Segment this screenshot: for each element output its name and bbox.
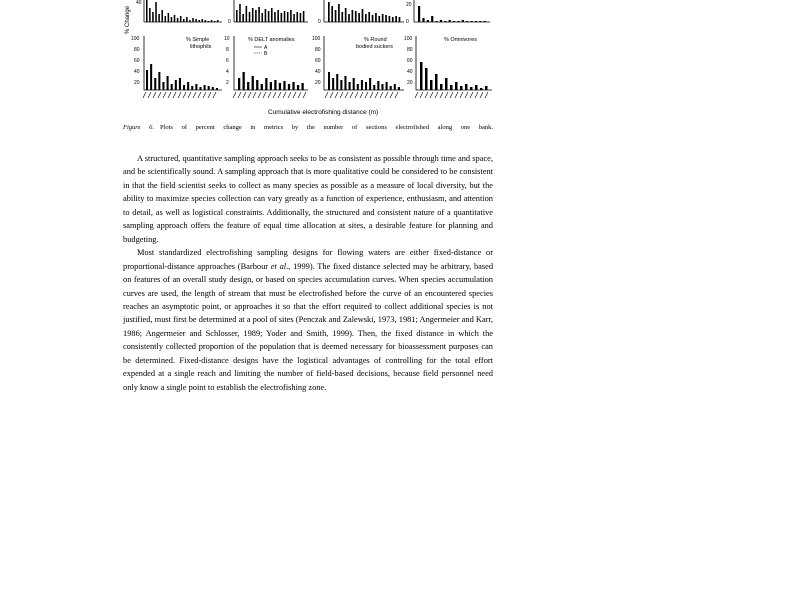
- x-tick-mark: [345, 92, 348, 98]
- bar: [246, 6, 248, 22]
- bar: [385, 15, 387, 22]
- bar: [214, 21, 216, 22]
- legend-label-a: A: [264, 45, 268, 51]
- bar: [394, 84, 396, 90]
- bar: [381, 84, 383, 90]
- bar: [331, 6, 333, 22]
- bar: [198, 20, 200, 22]
- bar: [258, 7, 260, 22]
- bar: [485, 86, 488, 90]
- bar: [189, 20, 191, 22]
- x-tick-mark: [440, 92, 443, 98]
- x-tick-mark: [163, 92, 166, 98]
- bar: [158, 14, 160, 22]
- x-tick-mark: [198, 92, 201, 98]
- bar: [398, 87, 400, 90]
- panel-label: lithophils: [190, 44, 212, 50]
- panel-label: % Round: [364, 37, 387, 43]
- bar: [216, 88, 218, 90]
- bar: [195, 84, 197, 90]
- bar: [292, 82, 294, 90]
- paragraph-2-part-a: Most standardized electrofishing sampling designs for flowing waters are either fixed-distance or proportional-distance approaches (Barbour: [123, 248, 493, 271]
- bar: [146, 0, 148, 22]
- bar: [377, 81, 379, 90]
- bar: [261, 84, 263, 90]
- bar: [348, 14, 350, 22]
- bar: [158, 72, 160, 90]
- x-tick-mark: [380, 92, 383, 98]
- bar: [430, 80, 433, 90]
- bar: [177, 18, 179, 22]
- bar: [175, 80, 177, 90]
- tick-label: 20: [407, 80, 413, 86]
- x-tick-mark: [188, 92, 191, 98]
- x-tick-mark: [153, 92, 156, 98]
- bar: [179, 78, 181, 90]
- bar: [453, 21, 455, 22]
- bar: [217, 20, 219, 22]
- bar: [180, 16, 182, 22]
- paragraph-1: A structured, quantitative sampling approach seeks to be as consistent as possible through time and space, and be scientifically sound. A sampling approach that is more qualitative could be considered to be consistent in that the field scientist seeks to collect as many species as possible as a measure of local diversity, but the ability to maximize species collection can vary greatly as a function of experience, enthusiasm, and attention to detail, as well as logistical constraints. Additionally, the structured and consistent nature of a quantitative sampling approach offers the feature of equal time allocation at sites, a desirable feature for planning and budgeting.: [123, 154, 493, 244]
- x-tick-mark: [298, 92, 301, 98]
- x-tick-mark: [330, 92, 333, 98]
- bar: [249, 12, 251, 22]
- bar: [293, 14, 295, 22]
- bar: [152, 12, 154, 22]
- bar: [167, 76, 169, 90]
- bar: [475, 85, 478, 90]
- bar: [186, 17, 188, 22]
- bar: [355, 11, 357, 22]
- bar: [187, 82, 189, 90]
- panel-simple-lithophils: [131, 36, 222, 90]
- bar: [212, 87, 214, 90]
- x-tick-mark: [465, 92, 468, 98]
- x-tick-mark: [335, 92, 338, 98]
- tick-label: 0: [318, 19, 321, 25]
- tick-label: 40: [407, 69, 413, 75]
- metric-change-figure: [118, 0, 498, 118]
- bar: [368, 12, 370, 22]
- x-tick-mark: [370, 92, 373, 98]
- bar: [183, 85, 185, 90]
- y-axis-label: % Change: [125, 5, 131, 34]
- bar: [382, 14, 384, 22]
- bar: [466, 21, 468, 22]
- bar: [155, 2, 157, 22]
- panel-label: % Simple: [186, 37, 210, 43]
- bar: [455, 82, 458, 90]
- x-tick-mark: [475, 92, 478, 98]
- x-tick-mark: [365, 92, 368, 98]
- x-tick-mark: [243, 92, 246, 98]
- tick-label: 60: [315, 58, 321, 64]
- x-tick-mark: [213, 92, 216, 98]
- tick-label: 80: [407, 47, 413, 53]
- bar: [284, 11, 286, 22]
- x-tick-mark: [455, 92, 458, 98]
- x-tick-mark: [355, 92, 358, 98]
- x-tick-mark: [470, 92, 473, 98]
- bar: [332, 78, 334, 90]
- bar: [349, 82, 351, 90]
- bar: [365, 14, 367, 22]
- bar: [252, 8, 254, 22]
- bar: [450, 85, 453, 90]
- bar: [465, 84, 468, 90]
- tick-label: 8: [226, 47, 229, 53]
- bar: [457, 21, 459, 22]
- bar: [296, 12, 298, 22]
- bar: [165, 16, 167, 22]
- bar: [288, 84, 290, 90]
- bar: [274, 80, 276, 90]
- x-tick-mark: [425, 92, 428, 98]
- bar: [392, 17, 394, 22]
- bar: [375, 13, 377, 22]
- body-text: [123, 152, 493, 394]
- tick-label: 40: [136, 0, 142, 6]
- bar: [353, 78, 355, 90]
- x-tick-mark: [293, 92, 296, 98]
- bars: [236, 4, 304, 22]
- figure-caption: [123, 124, 493, 131]
- tick-label: 2: [226, 80, 229, 86]
- x-tick-mark: [258, 92, 261, 98]
- bar: [449, 20, 451, 22]
- bar: [202, 19, 204, 22]
- bar: [239, 4, 241, 22]
- tick-label: 20: [406, 2, 412, 8]
- bar: [435, 74, 438, 90]
- tick-label: 0: [228, 19, 231, 25]
- x-tick-mark: [173, 92, 176, 98]
- bar: [261, 13, 263, 22]
- panel-label: % Omnivores: [444, 37, 478, 43]
- bar: [475, 21, 477, 22]
- tick-label: 40: [134, 69, 140, 75]
- x-tick-mark: [168, 92, 171, 98]
- bar: [195, 19, 197, 22]
- x-tick-mark: [158, 92, 161, 98]
- bar: [389, 16, 391, 22]
- bar: [255, 10, 257, 22]
- bar: [470, 87, 473, 90]
- bar: [300, 13, 302, 22]
- panel-label: % DELT anomalies: [248, 37, 295, 43]
- bar: [277, 10, 279, 22]
- x-tick-mark: [208, 92, 211, 98]
- tick-label: 6: [226, 58, 229, 64]
- bar: [440, 84, 443, 90]
- bar: [357, 84, 359, 90]
- x-tick-mark: [273, 92, 276, 98]
- tick-label: 60: [134, 58, 140, 64]
- bar: [340, 80, 342, 90]
- x-tick-mark: [288, 92, 291, 98]
- x-tick-mark: [178, 92, 181, 98]
- x-tick-mark: [420, 92, 423, 98]
- figure-caption-text: Plots of percent change in metrics by the number of sections electrofished along one bank.: [159, 124, 494, 131]
- bar: [174, 15, 176, 22]
- bar: [208, 21, 210, 22]
- bar: [431, 16, 433, 22]
- tick-label: 100: [131, 36, 140, 42]
- bar: [287, 12, 289, 22]
- x-tick-mark: [248, 92, 251, 98]
- bars: [328, 72, 400, 90]
- x-tick-mark: [360, 92, 363, 98]
- panel-top-2: [228, 0, 308, 25]
- bar: [345, 8, 347, 22]
- bar: [328, 72, 330, 90]
- tick-label: 40: [315, 69, 321, 75]
- x-tick-mark: [193, 92, 196, 98]
- tick-label: 80: [134, 47, 140, 53]
- x-tick-mark: [183, 92, 186, 98]
- bars: [146, 0, 218, 22]
- bar: [427, 20, 429, 22]
- bar: [199, 87, 201, 90]
- bar: [352, 10, 354, 22]
- x-tick-mark: [460, 92, 463, 98]
- panel-label: bodied suckers: [356, 44, 393, 50]
- bar: [444, 21, 446, 22]
- bar: [436, 21, 438, 22]
- x-tick-mark: [303, 92, 306, 98]
- bar: [358, 13, 360, 22]
- bar: [297, 85, 299, 90]
- bar: [361, 80, 363, 90]
- top-row-panels: [136, 0, 490, 25]
- bar: [369, 78, 371, 90]
- bar: [149, 8, 151, 22]
- tick-label: 60: [407, 58, 413, 64]
- bar: [362, 9, 364, 22]
- bar: [268, 11, 270, 22]
- bar: [243, 72, 245, 90]
- bar: [191, 86, 193, 90]
- bar: [150, 64, 152, 90]
- bar: [418, 6, 420, 22]
- bar: [440, 20, 442, 22]
- panel-omnivores: [404, 36, 492, 90]
- x-tick-marks: [143, 92, 488, 98]
- tick-label: 4: [226, 69, 229, 75]
- x-tick-mark: [148, 92, 151, 98]
- bar: [242, 14, 244, 22]
- bars: [420, 62, 488, 90]
- bar: [462, 20, 464, 22]
- bar: [303, 11, 305, 22]
- x-tick-mark: [350, 92, 353, 98]
- bar: [265, 78, 267, 90]
- bar: [283, 81, 285, 90]
- x-tick-mark: [263, 92, 266, 98]
- bar: [271, 8, 273, 22]
- bar: [290, 10, 292, 22]
- bar: [281, 13, 283, 22]
- bars: [328, 2, 400, 22]
- bar: [146, 70, 148, 90]
- bar: [236, 10, 238, 22]
- panel-top-4: [406, 0, 490, 25]
- bar: [274, 12, 276, 22]
- x-tick-mark: [385, 92, 388, 98]
- bar: [425, 68, 428, 90]
- bar: [395, 16, 397, 22]
- bar: [365, 82, 367, 90]
- x-tick-mark: [143, 92, 146, 98]
- bars: [146, 64, 218, 90]
- panel-delt-anomalies: [224, 36, 308, 90]
- bar: [183, 19, 185, 22]
- bar: [344, 76, 346, 90]
- bar: [168, 13, 170, 22]
- panel-top-1: [136, 0, 222, 22]
- tick-label: 20: [315, 80, 321, 86]
- x-tick-mark: [203, 92, 206, 98]
- x-tick-mark: [340, 92, 343, 98]
- x-tick-mark: [325, 92, 328, 98]
- x-tick-mark: [268, 92, 271, 98]
- bar: [208, 86, 210, 90]
- bar: [372, 15, 374, 22]
- bar: [171, 17, 173, 22]
- x-tick-mark: [480, 92, 483, 98]
- paragraph-2-citation-etal: et al: [270, 261, 287, 271]
- bar: [205, 20, 207, 22]
- bar: [378, 16, 380, 22]
- tick-label: 10: [224, 36, 230, 42]
- bar: [247, 82, 249, 90]
- bar: [336, 74, 338, 90]
- x-tick-mark: [415, 92, 418, 98]
- bar: [256, 80, 258, 90]
- bar: [445, 78, 448, 90]
- bar: [390, 86, 392, 90]
- paragraph-2: [123, 246, 493, 394]
- bar: [341, 12, 343, 22]
- bar: [265, 9, 267, 22]
- bar: [480, 88, 483, 90]
- x-tick-mark: [283, 92, 286, 98]
- tick-label: 0: [406, 19, 409, 25]
- bar: [460, 86, 463, 90]
- bar: [335, 10, 337, 22]
- x-tick-mark: [445, 92, 448, 98]
- x-tick-mark: [253, 92, 256, 98]
- bar: [373, 85, 375, 90]
- tick-label: 100: [312, 36, 321, 42]
- bar: [338, 4, 340, 22]
- bars: [238, 72, 304, 90]
- x-axis-label: Cumulative electrofishing distance (m): [268, 109, 379, 116]
- panel-round-bodied-suckers: [312, 36, 404, 90]
- bar: [204, 85, 206, 90]
- x-tick-mark: [435, 92, 438, 98]
- bar: [386, 82, 388, 90]
- panel-top-3: [318, 0, 404, 25]
- bar: [328, 2, 330, 22]
- tick-label: 80: [315, 47, 321, 53]
- bar: [238, 78, 240, 90]
- bar: [479, 21, 481, 22]
- bar: [471, 21, 473, 22]
- figure-caption-label: Figure 6.: [123, 124, 154, 131]
- bottom-row-panels: [131, 36, 492, 90]
- bar: [252, 76, 254, 90]
- x-tick-mark: [485, 92, 488, 98]
- x-tick-mark: [278, 92, 281, 98]
- bar: [301, 83, 303, 90]
- x-tick-mark: [375, 92, 378, 98]
- x-tick-mark: [395, 92, 398, 98]
- tick-label: 100: [404, 36, 413, 42]
- paragraph-2-part-b: ., 1999). The fixed distance selected may be arbitrary, based on features of an overall study design, or based on species accumulation curves. When species accumulation curves are used, the length of stream that must be electrofished before the curve of an encountered species reaches an asymptotic point, or approaches it so that the effort required to collect additional species is not justified, must first be determined at a pool of sites (Penczak and Zalewski, 1973, 1981; Angermeier and Karr, 1986; Angermeier and Schlosser, 1989; Yoder and Smith, 1999). Then, the fixed distance in which the consistently collected proportion of the population that is deemed necessary for bioassessment purposes can be determined. Fixed-distance designs have the logistical advantages of controlling for the total effort expended at a single reach and limiting the number of field-based decisions, because field personnel need only know a single point to establish the electrofishing zone.: [123, 261, 494, 392]
- bar: [192, 18, 194, 22]
- bar: [422, 18, 424, 22]
- bar: [399, 17, 401, 22]
- bar: [154, 78, 156, 90]
- bar: [270, 82, 272, 90]
- x-tick-mark: [450, 92, 453, 98]
- bar: [211, 20, 213, 22]
- bar: [161, 10, 163, 22]
- legend-label-b: B: [264, 51, 268, 57]
- x-tick-mark: [430, 92, 433, 98]
- tick-label: 20: [134, 80, 140, 86]
- bar: [484, 21, 486, 22]
- bar: [171, 84, 173, 90]
- bar: [279, 83, 281, 90]
- bar: [162, 82, 164, 90]
- x-tick-mark: [233, 92, 236, 98]
- bar: [420, 62, 423, 90]
- x-tick-mark: [238, 92, 241, 98]
- bars: [418, 6, 486, 22]
- x-tick-mark: [390, 92, 393, 98]
